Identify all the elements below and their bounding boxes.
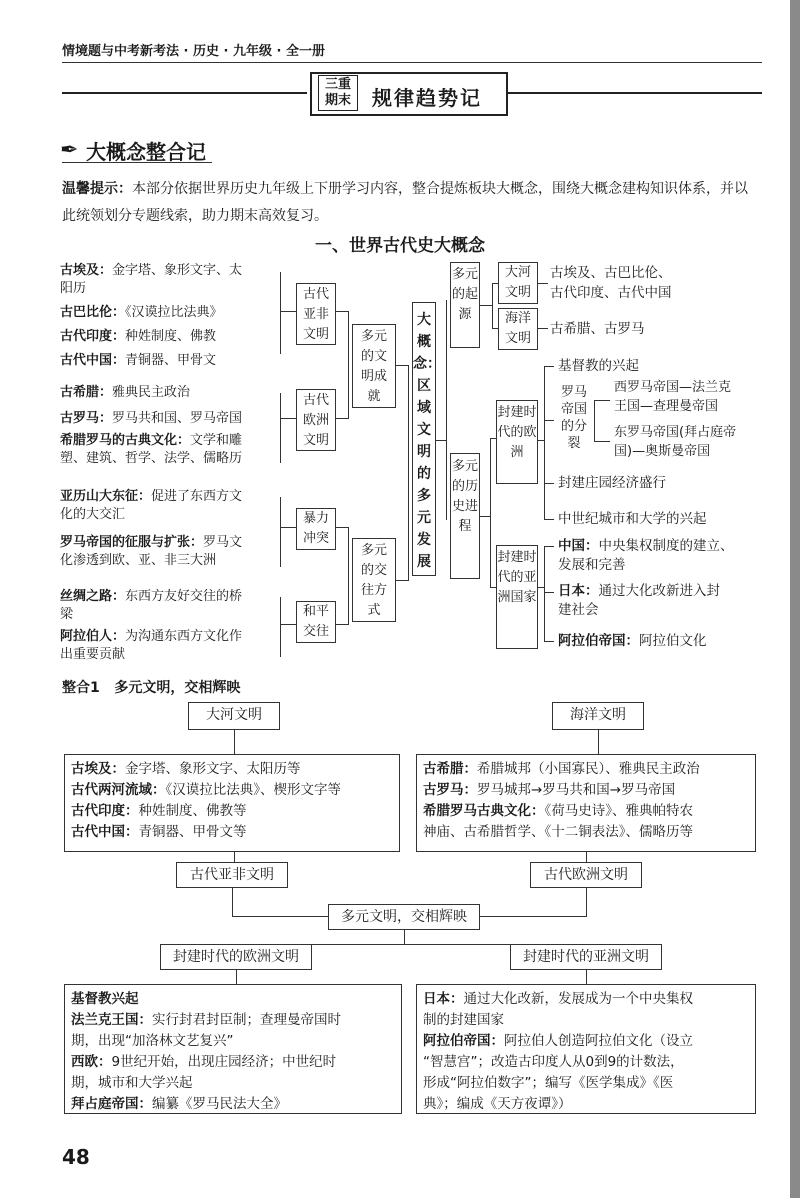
banner-rule-left <box>62 92 307 94</box>
connector <box>544 546 554 547</box>
river-text-1: 古埃及、古巴比伦、 <box>550 265 672 281</box>
river-line: 古代两河流域：《汉谟拉比法典》、楔形文字等 <box>71 782 341 798</box>
connector <box>236 970 237 984</box>
concept-underline <box>62 162 212 163</box>
box-asia-africa: 古代亚非文明 <box>296 283 336 345</box>
section-title: 规律趋势记 <box>372 86 482 110</box>
connector <box>544 519 554 520</box>
bracket-line <box>280 418 296 419</box>
bracket-line <box>280 597 281 657</box>
connector <box>538 328 548 329</box>
as-line: 形成“阿拉伯数字”；编写《医学集成》《医 <box>423 1075 674 1091</box>
asia-arab: 阿拉伯帝国：阿拉伯文化 <box>558 633 707 649</box>
as-line: 制的封建国家 <box>423 1012 504 1028</box>
eu-line: 拜占庭帝国：编纂《罗马民法大全》 <box>71 1096 287 1112</box>
left-line: 丝绸之路：东西方友好交往的桥 <box>60 589 243 604</box>
left-line: 阳历 <box>60 281 87 296</box>
left-line: 古罗马：罗马共和国、罗马帝国 <box>60 411 243 426</box>
bracket-line <box>280 624 296 625</box>
bracket-line <box>280 497 281 567</box>
left-line: 古埃及：金字塔、象形文字、太 <box>60 263 243 278</box>
tip-label: 温馨提示： <box>62 181 132 197</box>
ocean-text: 古希腊、古罗马 <box>550 321 645 337</box>
feudal-europe-box <box>64 984 402 1114</box>
left-line: 梁 <box>60 607 74 622</box>
eu-line: 基督教兴起 <box>71 991 139 1007</box>
ocean-line: 神庙、古希腊哲学、《十二铜表法》、儒略历等 <box>423 824 693 840</box>
section-tag <box>318 75 358 111</box>
connector <box>336 418 348 419</box>
east-rome-2: 国)—奥斯曼帝国 <box>614 444 711 459</box>
left-line: 化渗透到欧、亚、非三大洲 <box>60 553 217 568</box>
river-civ-box <box>64 754 400 852</box>
ocean-line: 希腊罗马古典文化：《荷马史诗》、雅典帕特农 <box>423 803 693 819</box>
left-group-4 <box>60 588 242 664</box>
connector <box>404 930 405 944</box>
pen-icon: ✒ <box>60 138 79 163</box>
asia-japan-2: 建社会 <box>558 602 599 618</box>
connector <box>408 365 409 581</box>
left-line: 化的大交汇 <box>60 507 126 522</box>
connector <box>586 852 587 862</box>
section-tag-line2: 期末 <box>324 93 351 108</box>
connector <box>336 311 348 312</box>
tip-paragraph <box>62 176 752 230</box>
river-line: 古代中国：青铜器、甲骨文等 <box>71 824 247 840</box>
west-rome-2: 王国—查理曼帝国 <box>614 399 719 414</box>
as-line: 日本：通过大化改新，发展成为一个中央集权 <box>423 991 693 1007</box>
box-ocean-civ: 海洋文明 <box>498 308 538 350</box>
eu-cities: 中世纪城市和大学的兴起 <box>558 511 707 527</box>
river-text-2: 古代印度、古代中国 <box>550 285 672 301</box>
left-line: 希腊罗马的古典文化：文学和雕 <box>60 433 243 448</box>
connector <box>538 283 548 284</box>
concept-title: 大概念整合记 <box>86 140 206 164</box>
label-feudal-europe: 封建时代的欧洲文明 <box>160 944 312 970</box>
left-line: 古代中国：青铜器、甲骨文 <box>60 353 217 368</box>
as-line: 典》；编成《天方夜谭》） <box>423 1096 572 1112</box>
page-number: 48 <box>62 1145 90 1169</box>
left-group-2 <box>60 384 242 468</box>
box-river-civ: 大河文明 <box>498 262 538 304</box>
eu-split-label: 罗马帝国的分裂 <box>556 384 592 470</box>
integration-heading: 整合1 多元文明，交相辉映 <box>62 680 241 696</box>
box-diverse-process: 多元的历史进程 <box>450 453 480 579</box>
page-edge-shadow <box>790 0 800 1198</box>
connector <box>544 483 554 484</box>
center-concept: 大概念：区域文明的多元发展 <box>412 302 436 576</box>
mindmap-title: 一、世界古代史大概念 <box>315 236 485 256</box>
connector <box>544 641 554 642</box>
box-peaceful-exchange: 和平交往 <box>296 601 336 643</box>
eu-christianity: 基督教的兴起 <box>558 358 639 374</box>
feudal-asia-box <box>416 984 756 1114</box>
left-line: 出重要贡献 <box>60 647 126 662</box>
connector <box>598 730 599 754</box>
eu-manor: 封建庄园经济盛行 <box>558 475 666 491</box>
connector <box>396 580 408 581</box>
eu-line: 西欧：9世纪开始，出现庄园经济；中世纪时 <box>71 1054 337 1070</box>
box-europe: 古代欧洲文明 <box>296 389 336 451</box>
connector <box>544 366 554 367</box>
box-diverse-origin: 多元的起源 <box>450 262 480 348</box>
connector <box>336 624 348 625</box>
label-center: 多元文明，交相辉映 <box>328 904 480 930</box>
box-feudal-asia: 封建时代的亚洲国家 <box>496 545 538 649</box>
connector <box>480 305 492 306</box>
label-asia-africa: 古代亚非文明 <box>176 862 288 888</box>
connector <box>234 730 235 754</box>
connector <box>594 400 595 442</box>
eu-line: 法兰克王国：实行封君封臣制；查理曼帝国时 <box>71 1012 341 1028</box>
east-rome-1: 东罗马帝国(拜占庭帝 <box>614 425 737 440</box>
connector <box>492 283 493 329</box>
ocean-civ-box <box>416 754 756 852</box>
connector <box>594 441 610 442</box>
connector <box>544 592 554 593</box>
eu-line: 期，出现“加洛林文艺复兴” <box>71 1033 234 1049</box>
ocean-line: 古希腊：希腊城邦（小国寡民）、雅典民主政治 <box>423 761 700 777</box>
connector <box>234 852 235 862</box>
left-line: 亚历山大东征：促进了东西方文 <box>60 489 243 504</box>
connector <box>436 440 446 441</box>
bracket-line <box>280 393 281 463</box>
river-line: 古埃及：金字塔、象形文字、太阳历等 <box>71 761 301 777</box>
header-rule <box>62 62 762 63</box>
connector <box>544 420 554 421</box>
west-rome-1: 西罗马帝国—法兰克 <box>614 380 732 395</box>
connector <box>446 300 447 520</box>
left-group-3 <box>60 488 242 570</box>
connector <box>348 527 349 625</box>
connector <box>336 527 348 528</box>
tip-text: 本部分依据世界历史九年级上下册学习内容，整合提炼板块大概念，围绕大概念建构知识体系，并以此统领划分专题线索，助力期末高效复习。 <box>62 181 748 224</box>
left-line: 古代印度：种姓制度、佛教 <box>60 329 217 344</box>
bracket-line <box>280 527 296 528</box>
asia-japan-1: 日本：通过大化改新进入封 <box>558 583 720 599</box>
book-header: 情境题与中考新考法 · 历史 · 九年级 · 全一册 <box>62 44 325 59</box>
connector <box>586 888 587 916</box>
ocean-line: 古罗马：罗马城邦→罗马共和国→罗马帝国 <box>423 782 676 798</box>
left-group-1 <box>60 262 242 370</box>
connector <box>480 916 587 917</box>
connector <box>348 311 349 419</box>
left-line: 罗马帝国的征服与扩张：罗马文 <box>60 535 243 550</box>
box-diverse-exchange: 多元的交往方式 <box>352 538 396 622</box>
box-violent-conflict: 暴力冲突 <box>296 508 336 550</box>
label-feudal-asia: 封建时代的亚洲文明 <box>510 944 662 970</box>
as-line: “智慧宫”；改造古印度人从0到9的计数法， <box>423 1054 684 1070</box>
connector <box>490 438 491 588</box>
left-line: 阿拉伯人：为沟通东西方文化作 <box>60 629 243 644</box>
label-river-civ: 大河文明 <box>188 702 280 730</box>
connector <box>544 546 545 642</box>
bracket-line <box>280 272 281 354</box>
asia-china-1: 中国：中央集权制度的建立、 <box>558 538 734 554</box>
connector <box>396 365 408 366</box>
connector <box>232 916 328 917</box>
banner-rule-right <box>506 92 762 94</box>
left-line: 塑、建筑、哲学、法学、儒略历 <box>60 451 243 466</box>
left-line: 古希腊：雅典民主政治 <box>60 385 191 400</box>
left-line: 古巴比伦：《汉谟拉比法典》 <box>60 305 223 320</box>
connector <box>544 366 545 520</box>
connector <box>480 516 490 517</box>
connector <box>586 970 587 984</box>
box-feudal-europe: 封建时代的欧洲 <box>496 400 538 484</box>
as-line: 阿拉伯帝国：阿拉伯人创造阿拉伯文化（设立 <box>423 1033 693 1049</box>
box-diverse-achievements: 多元的文明成就 <box>352 324 396 408</box>
asia-china-2: 发展和完善 <box>558 557 626 573</box>
label-ocean-civ: 海洋文明 <box>552 702 644 730</box>
connector <box>232 888 233 916</box>
bracket-line <box>280 311 296 312</box>
connector <box>594 400 610 401</box>
label-europe: 古代欧洲文明 <box>530 862 642 888</box>
eu-line: 期，城市和大学兴起 <box>71 1075 193 1091</box>
section-tag-line1: 三重 <box>324 77 351 92</box>
river-line: 古代印度：种姓制度、佛教等 <box>71 803 247 819</box>
